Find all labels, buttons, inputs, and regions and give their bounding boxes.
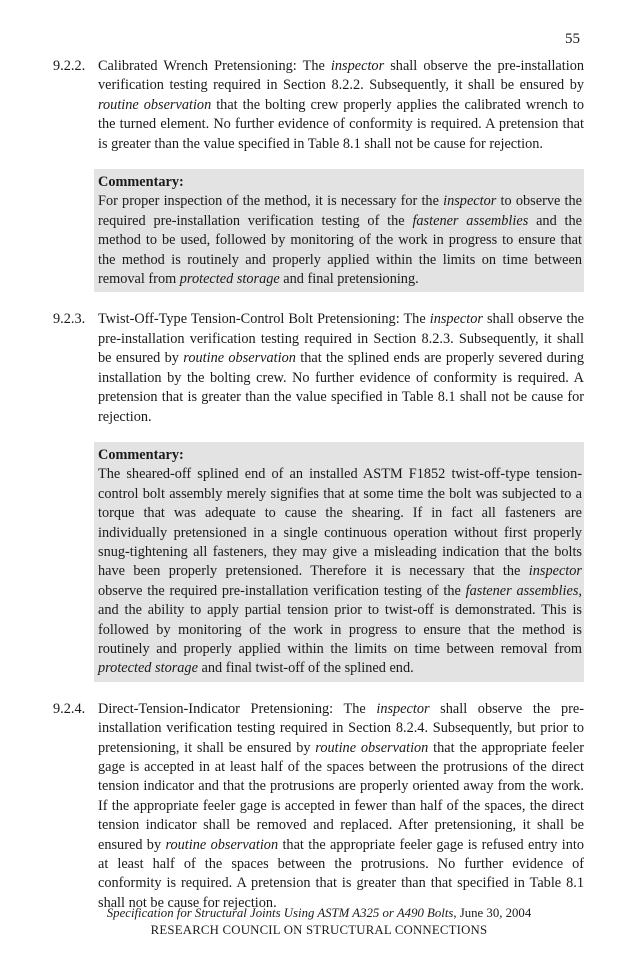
- section-number: 9.2.4.: [53, 700, 86, 717]
- section-body: [98, 310, 584, 426]
- section-body: [98, 57, 584, 154]
- text-run: Calibrated Wrench Pretensioning: The: [98, 58, 331, 74]
- commentary-title: Commentary:: [98, 174, 184, 191]
- footer-title: Specification for Structural Joints Using ASTM A325 or A490 Bolts: [106, 906, 454, 920]
- page-content: [53, 57, 584, 913]
- defined-term: routine observation: [165, 836, 279, 853]
- text-run: Direct-Tension-Indicator Pretensioning: The: [98, 700, 377, 717]
- section-number: 9.2.3.: [53, 311, 86, 328]
- text-run: observe the required pre-installation verification testing of the: [98, 582, 466, 599]
- text-run: and final twist-off of the splined end.: [197, 660, 414, 677]
- defined-term: fastener assemblies: [465, 582, 579, 599]
- defined-term: fastener assemblies: [412, 212, 529, 229]
- defined-term: routine observation: [98, 96, 212, 113]
- section-number: 9.2.2.: [53, 58, 86, 74]
- defined-term: routine observation: [183, 350, 296, 367]
- text-run: and final pretensioning.: [279, 271, 419, 288]
- defined-term: inspector: [528, 563, 582, 580]
- commentary-text: [98, 192, 582, 289]
- section-9-2-4: [53, 700, 584, 913]
- defined-term: inspector: [330, 58, 385, 74]
- commentary-box: [94, 169, 584, 292]
- page-number: 55: [565, 31, 580, 47]
- text-run: The sheared-off splined end of an installed ASTM F1852 twist-off-type tension-control bolt assembly merely signifies that at some time the bolt was subjected to a torque that was adequate to cause the shearing. If in fact all fasteners are individually pretensioned in a single continuous operation without first properly snug-tightening all fasteners, they may give a misleading indication that the bolts have been properly pretensioned. Therefore it is necessary that the: [98, 466, 582, 580]
- page-footer: [0, 905, 638, 939]
- text-run: shall observe the pre-installation verification testing required in Section 8.2.4. Subsequently, but prior to pretensioning, it shall be ensured by: [98, 700, 584, 756]
- text-run: , and the ability to apply partial tension prior to twist-off is demonstrated. This is followed by monitoring of the work in progress to ensure that the method is routinely and properly applied within the limits on time between removal from: [98, 582, 582, 657]
- section-9-2-2: [53, 57, 584, 154]
- commentary-text: [98, 465, 582, 678]
- text-run: that the appropriate feeler gage is accepted in at least half of the spaces between the protrusions of the direct tension indicator and that the protrusions are properly oriented away from the work. If the appropriate feeler gage is accepted in fewer than half of the spaces, the direct tension indicator shall be removed and replaced. After pretensioning, it shall be ensured by: [98, 739, 584, 853]
- footer-organization: RESEARCH COUNCIL ON STRUCTURAL CONNECTIONS: [150, 923, 488, 937]
- section-body: [98, 700, 584, 913]
- text-run: shall observe the pre-installation verification testing required in Section 8.2.3. Subsequently, it shall be ensured by: [98, 311, 584, 367]
- commentary-box: [94, 442, 584, 682]
- text-run: that the splined ends are properly severed during installation by the bolting crew. No further evidence of conformity is required. A pretension that is greater than the value specified in Table 8.1 shall not be cause for rejection.: [98, 350, 584, 425]
- text-run: Twist-Off-Type Tension-Control Bolt Pretensioning: The: [98, 311, 430, 328]
- text-run: shall observe the pre-installation verification testing required in Section 8.2.2. Subsequently, it shall be ensured by: [98, 58, 585, 94]
- defined-term: inspector: [429, 311, 483, 328]
- section-9-2-3: [53, 310, 584, 426]
- text-run: For proper inspection of the method, it is necessary for the: [98, 193, 444, 210]
- footer-title-line: [0, 905, 638, 922]
- text-run: that the bolting crew properly applies the calibrated wrench to the turned element. No further evidence of conformity is required. A pretension that is greater than the value specified in Table 8.1 shall not be cause for rejection.: [98, 96, 584, 152]
- defined-term: protected storage: [98, 660, 198, 677]
- text-run: that the appropriate feeler gage is refused entry into at least half of the spaces between the protrusions. No further evidence of conformity is required. A pretension that is greater than that specified in Table 8.1 shall not be cause for rejection.: [98, 836, 584, 911]
- commentary-title: Commentary:: [98, 446, 184, 463]
- defined-term: inspector: [376, 700, 430, 717]
- footer-date: , June 30, 2004: [453, 906, 532, 920]
- text-run: to observe the required pre-installation verification testing of the: [98, 193, 582, 229]
- defined-term: inspector: [443, 193, 497, 210]
- defined-term: protected storage: [179, 271, 280, 288]
- text-run: and the method to be used, followed by monitoring of the work in progress to ensure that the method is routinely and properly applied within the limits on time between removal from: [98, 212, 582, 288]
- defined-term: routine observation: [315, 739, 429, 756]
